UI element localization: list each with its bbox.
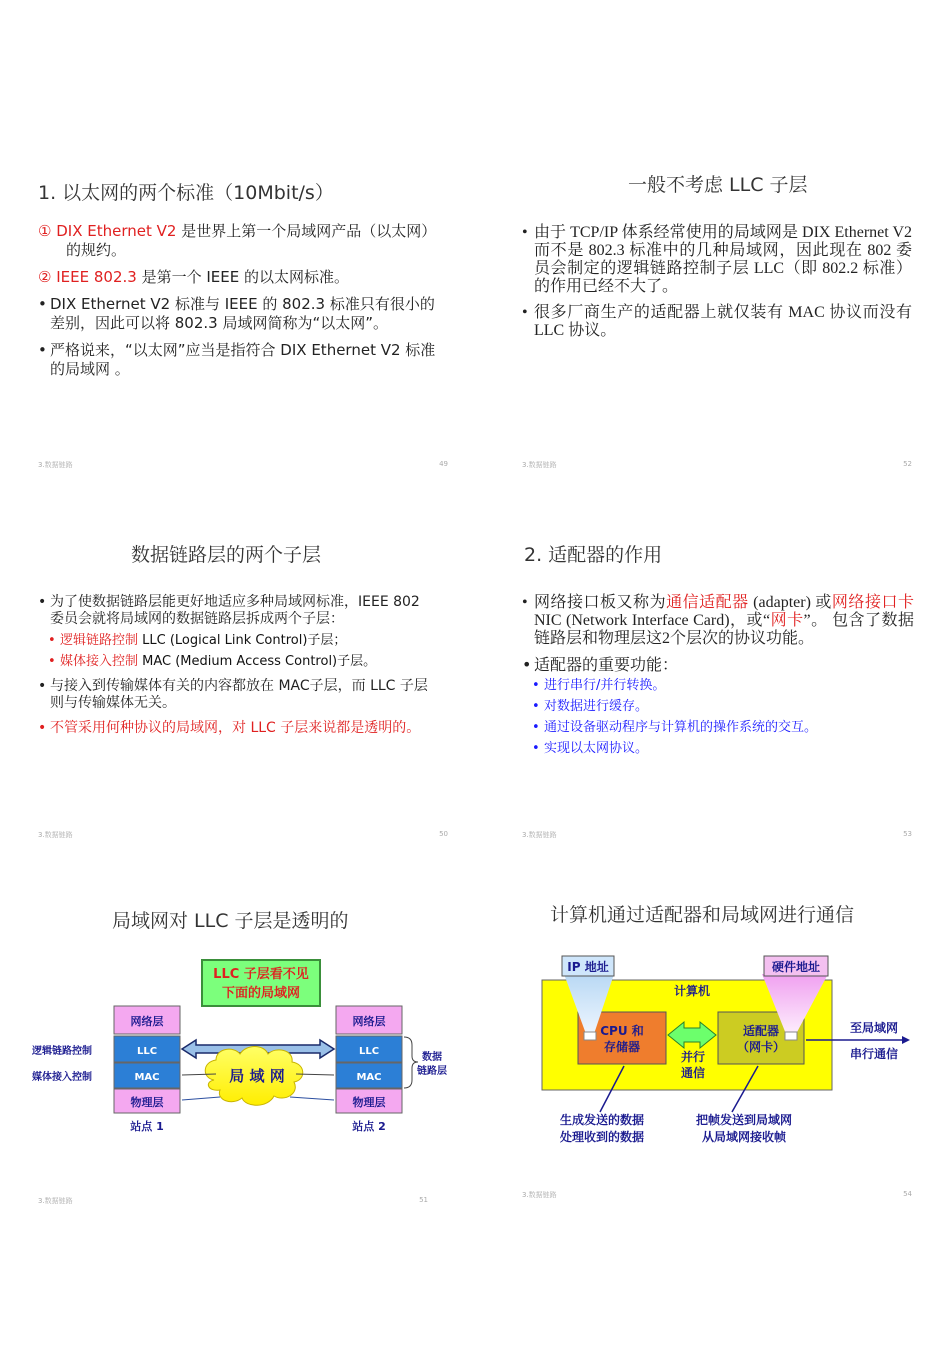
layer-label: LLC bbox=[358, 1046, 380, 1057]
adapter-communication-diagram bbox=[522, 948, 922, 1158]
sublayer-desc: MAC (Medium Access Control)子层。 bbox=[138, 654, 377, 669]
standard-item-2 bbox=[38, 268, 443, 287]
llc-transparency-diagram bbox=[24, 950, 454, 1140]
llc-side-label: 逻辑链路控制 bbox=[32, 1046, 92, 1057]
slide-title: 2. 适配器的作用 bbox=[524, 544, 663, 566]
standard-item-1 bbox=[38, 222, 443, 260]
bullet-3: • 不管采用何种协议的局域网，对 LLC 子层来说都是透明的。 bbox=[38, 720, 430, 737]
sublayer-name: 逻辑链路控制 bbox=[60, 633, 139, 648]
slide-body bbox=[38, 594, 430, 745]
adapter-note-1: 把帧发送到局域网 bbox=[695, 1113, 793, 1127]
parallel-label-1: 并行 bbox=[680, 1050, 706, 1064]
function-item: • 对数据进行缓存。 bbox=[522, 698, 914, 715]
layer-label: 物理层 bbox=[130, 1096, 164, 1109]
page-number: 54 bbox=[903, 1190, 912, 1198]
bullet-2: • 适配器的重要功能： bbox=[522, 656, 914, 674]
standard-name: IEEE 802.3 bbox=[56, 268, 137, 286]
footer-chapter: 3.数据链路 bbox=[38, 831, 73, 839]
layer-label: LLC bbox=[136, 1046, 158, 1057]
slide-title: 一般不考虑 LLC 子层 bbox=[628, 174, 808, 196]
page-number: 49 bbox=[439, 460, 448, 468]
slide-title: 计算机通过适配器和局域网进行通信 bbox=[550, 904, 855, 926]
adapter-label-1: 适配器 bbox=[742, 1024, 780, 1038]
sublayer-llc bbox=[38, 632, 430, 649]
function-item: • 通过设备驱动程序与计算机的操作系统的交互。 bbox=[522, 719, 914, 736]
footer-chapter: 3.数据链路 bbox=[522, 1191, 557, 1199]
page-number: 53 bbox=[903, 830, 912, 838]
cpu-note-1: 生成发送的数据 bbox=[559, 1113, 645, 1127]
cpu-label-1: CPU 和 bbox=[600, 1024, 644, 1038]
bullet-1: • 由于 TCP/IP 体系经常使用的局域网是 DIX Ethernet V2 而不是 802.3 标准中的几种局域网，因此现在 802 委员会制定的逻辑链路控制子层 LLC（即 802.2 标准）的作用已经不大了。 bbox=[522, 224, 912, 296]
datalink-brace bbox=[404, 1037, 418, 1088]
mac-side-label: 媒体接入控制 bbox=[32, 1072, 92, 1083]
term-nic: 网络接口卡 bbox=[831, 594, 914, 611]
lan-label: 局 域 网 bbox=[229, 1067, 285, 1085]
layer-label: MAC bbox=[356, 1072, 382, 1083]
function-item: • 进行串行/并行转换。 bbox=[522, 677, 914, 694]
layer-label: 网络层 bbox=[352, 1015, 386, 1028]
layer-label: 网络层 bbox=[130, 1015, 164, 1028]
slide-title: 数据链路层的两个子层 bbox=[131, 544, 322, 566]
layer-label: 物理层 bbox=[352, 1096, 386, 1109]
cpu-label-2: 存储器 bbox=[603, 1040, 641, 1054]
text: 网络接口板又称为 bbox=[534, 594, 667, 611]
item-marker: ② bbox=[38, 268, 52, 286]
term-adapter: 通信适配器 bbox=[666, 594, 749, 611]
station2-label: 站点 2 bbox=[352, 1120, 386, 1133]
hw-address-label: 硬件地址 bbox=[771, 960, 821, 974]
connector bbox=[290, 1097, 334, 1100]
text: NIC (Network Interface Card)，或“ bbox=[534, 612, 771, 629]
slide-title: 1. 以太网的两个标准（10Mbit/s） bbox=[38, 182, 334, 204]
ip-address-label: IP 地址 bbox=[567, 960, 609, 974]
layer-label: MAC bbox=[134, 1072, 160, 1083]
adapter-label-2: （网卡） bbox=[736, 1040, 786, 1054]
parallel-label-2: 通信 bbox=[680, 1066, 706, 1080]
page-number: 52 bbox=[903, 460, 912, 468]
footer-chapter: 3.数据链路 bbox=[522, 461, 557, 469]
slide-49 bbox=[38, 170, 448, 470]
callout-line-1: LLC 子层看不见 bbox=[213, 967, 309, 982]
station1-label: 站点 1 bbox=[130, 1120, 164, 1133]
slide-51 bbox=[24, 906, 454, 1206]
sublayer-mac bbox=[38, 653, 430, 670]
standard-desc: 是第一个 IEEE 的以太网标准。 bbox=[141, 268, 349, 286]
sublayer-name: 媒体接入控制 bbox=[60, 654, 139, 669]
function-item: • 实现以太网协议。 bbox=[522, 740, 914, 757]
bullet-1: • 为了使数据链路层能更好地适应多种局域网标准，IEEE 802 委员会就将局域网的数据链路层拆成两个子层： bbox=[38, 594, 430, 628]
footer-chapter: 3.数据链路 bbox=[522, 831, 557, 839]
slide-body bbox=[522, 594, 914, 761]
standard-name: DIX Ethernet V2 bbox=[56, 222, 177, 240]
callout-line-2: 下面的局域网 bbox=[221, 986, 301, 1001]
bullet-1 bbox=[522, 594, 914, 648]
computer-label: 计算机 bbox=[673, 984, 711, 998]
serial-label: 串行通信 bbox=[849, 1047, 899, 1061]
cpu-note-2: 处理收到的数据 bbox=[559, 1130, 645, 1144]
sublayer-desc: LLC (Logical Link Control)子层； bbox=[138, 633, 347, 648]
bullet-2: • 很多厂商生产的适配器上就仅装有 MAC 协议而没有 LLC 协议。 bbox=[522, 304, 912, 340]
slide-body bbox=[522, 224, 912, 348]
slide-52 bbox=[522, 170, 932, 470]
slide-54 bbox=[522, 900, 932, 1200]
slide-50 bbox=[38, 540, 448, 840]
datalink-label-2: 链路层 bbox=[417, 1066, 447, 1077]
term-netcard: 网卡 bbox=[770, 612, 804, 629]
text: ”。 包含了数据链路层和物理层这2个层次的协议功能。 bbox=[534, 612, 914, 647]
bullet-1: • DIX Ethernet V2 标准与 IEEE 的 802.3 标准只有很小的差别，因此可以将 802.3 局域网简称为“以太网”。 bbox=[38, 295, 443, 333]
item-marker: ① bbox=[38, 222, 52, 240]
bullet-2: • 严格说来，“以太网”应当是指符合 DIX Ethernet V2 标准的局域网 。 bbox=[38, 341, 443, 379]
to-lan-label: 至局域网 bbox=[849, 1021, 899, 1035]
adapter-note-2: 从局域网接收帧 bbox=[701, 1130, 787, 1144]
bullet-2: • 与接入到传输媒体有关的内容都放在 MAC子层，而 LLC 子层则与传输媒体无关。 bbox=[38, 678, 430, 712]
footer-chapter: 3.数据链路 bbox=[38, 1197, 73, 1205]
connector bbox=[182, 1097, 220, 1100]
datalink-label-1: 数据 bbox=[422, 1052, 442, 1063]
standard-desc: 是世界上第一个局域网产品（以太网）的规约。 bbox=[66, 222, 437, 259]
slide-body bbox=[38, 222, 443, 387]
page-number: 51 bbox=[419, 1196, 428, 1204]
hw-socket bbox=[785, 1032, 797, 1040]
slide-53 bbox=[522, 540, 932, 840]
to-lan-arrowhead bbox=[902, 1036, 910, 1044]
ip-socket bbox=[584, 1032, 596, 1040]
page-number: 50 bbox=[439, 830, 448, 838]
text: (adapter) 或 bbox=[748, 594, 832, 611]
slide-title: 局域网对 LLC 子层是透明的 bbox=[112, 910, 349, 932]
footer-chapter: 3.数据链路 bbox=[38, 461, 73, 469]
